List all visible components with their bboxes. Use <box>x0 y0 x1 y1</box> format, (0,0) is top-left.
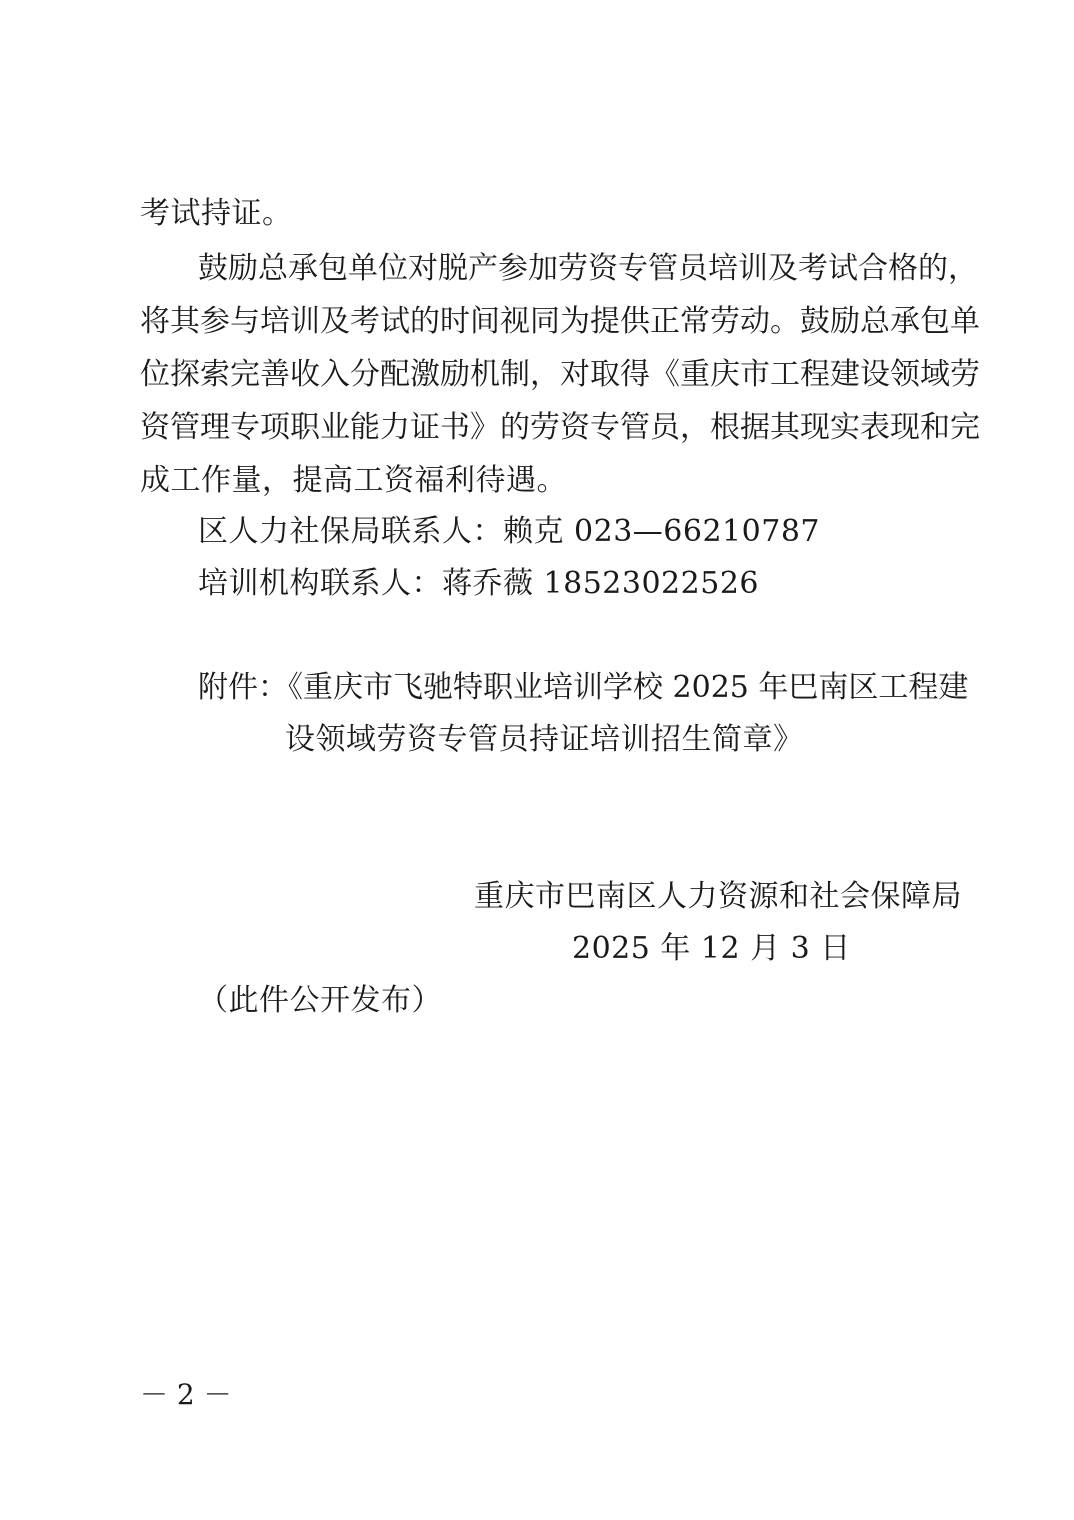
body-line-6: 成工作量，提高工资福利待遇。 <box>140 463 567 498</box>
body-line-4: 位探索完善收入分配激励机制，对取得《重庆市工程建设领域劳 <box>140 357 980 392</box>
body-line-5: 资管理专项职业能力证书》的劳资专管员，根据其现实表现和完 <box>140 410 980 445</box>
body-line-3: 将其参与培训及考试的时间视同为提供正常劳动。鼓励总承包单 <box>140 304 980 339</box>
body-line-1: 考试持证。 <box>140 196 293 231</box>
attachment-line-2: 设领域劳资专管员持证培训招生简章》 <box>285 722 804 757</box>
issue-date: 2025 年 12 月 3 日 <box>572 931 851 966</box>
issuer-name: 重庆市巴南区人力资源和社会保障局 <box>474 879 962 914</box>
page-number: － 2 － <box>140 1378 232 1411</box>
publication-note: （此件公开发布） <box>198 983 442 1018</box>
body-line-2: 鼓励总承包单位对脱产参加劳资专管员培训及考试合格的， <box>198 251 978 286</box>
contact-bureau: 区人力社保局联系人：赖克 023—66210787 <box>198 514 820 549</box>
contact-training: 培训机构联系人：蒋乔薇 18523022526 <box>198 566 759 601</box>
attachment-line-1: 附件：《重庆市飞驰特职业培训学校 2025 年巴南区工程建 <box>198 670 969 705</box>
